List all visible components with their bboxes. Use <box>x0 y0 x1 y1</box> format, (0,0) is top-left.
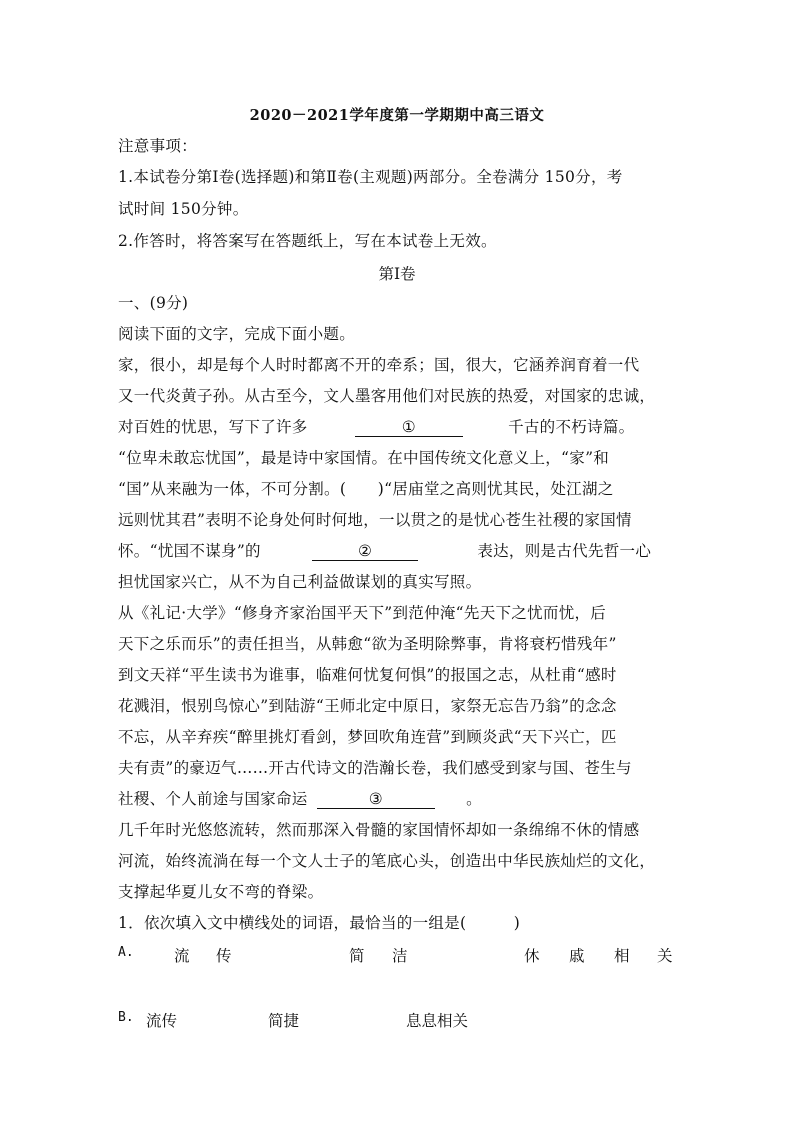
passage-text: 。 <box>466 790 482 808</box>
passage-line: “国”从来融为一体，不可分割。( )“居庙堂之高则忧其民，处江湖之 <box>118 480 614 498</box>
notice-item-2: 2.作答时，将答案写在答题纸上，写在本试卷上无效。 <box>118 232 497 250</box>
passage-text: 对百姓的忧思，写下了许多 <box>118 418 308 436</box>
option-a-word: 戚 <box>569 947 585 965</box>
passage-line: 天下之乐而乐”的责任担当，从韩愈“欲为圣明除弊事，肯将衰朽惜残年” <box>118 635 617 653</box>
option-a-word: 简 <box>349 947 365 965</box>
passage-line: 远则忧其君”表明不论身处何时何地，一以贯之的是忧心苍生社稷的家国情 <box>118 511 632 529</box>
passage-line: 花溅泪，恨别鸟惊心”到陆游“王师北定中原日，家祭无忘告乃翁”的念念 <box>118 697 617 715</box>
option-a-word: 关 <box>657 947 673 965</box>
option-a-word: 洁 <box>392 947 408 965</box>
fill-blank-2: ② <box>312 542 418 561</box>
passage-line: 从《礼记·大学》“修身齐家治国平天下”到范仲淹“先天下之忧而忧，后 <box>118 604 607 622</box>
notice-item-1-line-2: 试时间 150分钟。 <box>118 200 249 218</box>
option-b-label: B. <box>118 1010 134 1025</box>
passage-line <box>118 789 482 809</box>
passage-line: 不忘，从辛弃疾“醉里挑灯看剑，梦回吹角连营”到顾炎武“天下兴亡，匹 <box>118 728 617 746</box>
passage-line: 支撑起华夏儿女不弯的脊梁。 <box>118 883 324 901</box>
part-title: 第Ⅰ卷 <box>378 265 416 283</box>
option-a-word: 流 <box>174 947 190 965</box>
passage-line <box>118 417 634 437</box>
option-a-label: A. <box>118 945 134 960</box>
section-heading: 一、(9分) <box>118 294 189 312</box>
question-1-stem: 1．依次填入文中横线处的词语，最恰当的一组是( ) <box>118 914 521 932</box>
fill-blank-3: ③ <box>317 790 435 809</box>
option-a-word: 休 <box>524 947 540 965</box>
section-instruction: 阅读下面的文字，完成下面小题。 <box>118 325 356 343</box>
passage-line: “位卑未敢忘忧国”，最是诗中家国情。在中国传统文化意义上，“家”和 <box>118 449 610 467</box>
notice-item-1-line-1: 1.本试卷分第Ⅰ卷(选择题)和第Ⅱ卷(主观题)两部分。全卷满分 150分，考 <box>118 168 623 186</box>
passage-line: 到文天祥“平生读书为谁事，临难何忧复何惧”的报国之志，从杜甫“感时 <box>118 666 617 684</box>
passage-line: 河流，始终流淌在每一个文人士子的笔底心头，创造出中华民族灿烂的文化， <box>118 852 656 870</box>
notice-heading: 注意事项： <box>118 137 198 155</box>
passage-line: 夫有责”的豪迈气……开古代诗文的浩瀚长卷，我们感受到家与国、苍生与 <box>118 759 632 777</box>
option-a-word: 传 <box>216 947 232 965</box>
option-b-word: 息息相关 <box>406 1012 469 1030</box>
passage-text: 怀。“忧国不谋身”的 <box>118 542 261 560</box>
passage-line: 几千年时光悠悠流转，然而那深入骨髓的家国情怀却如一条绵绵不休的情感 <box>118 821 640 839</box>
passage-text: 社稷、个人前途与国家命运 <box>118 790 308 808</box>
option-b-word: 流传 <box>146 1012 178 1030</box>
option-b-word: 简捷 <box>268 1012 300 1030</box>
passage-line: 家，很小，却是每个人时时都离不开的牵系；国，很大，它涵养润育着一代 <box>118 356 640 374</box>
passage-line: 担忧国家兴亡，从不为自己利益做谋划的真实写照。 <box>118 573 482 591</box>
passage-text: 表达，则是古代先哲一心 <box>477 542 652 560</box>
fill-blank-1: ① <box>355 418 463 437</box>
option-a-word: 相 <box>614 947 630 965</box>
passage-text: 千古的不朽诗篇。 <box>508 418 635 436</box>
passage-line: 又一代炎黄子孙。从古至今，文人墨客用他们对民族的热爱，对国家的忠诚， <box>118 387 656 405</box>
passage-line <box>118 541 651 561</box>
exam-title: 2020－2021学年度第一学期期中高三语文 <box>249 107 545 124</box>
